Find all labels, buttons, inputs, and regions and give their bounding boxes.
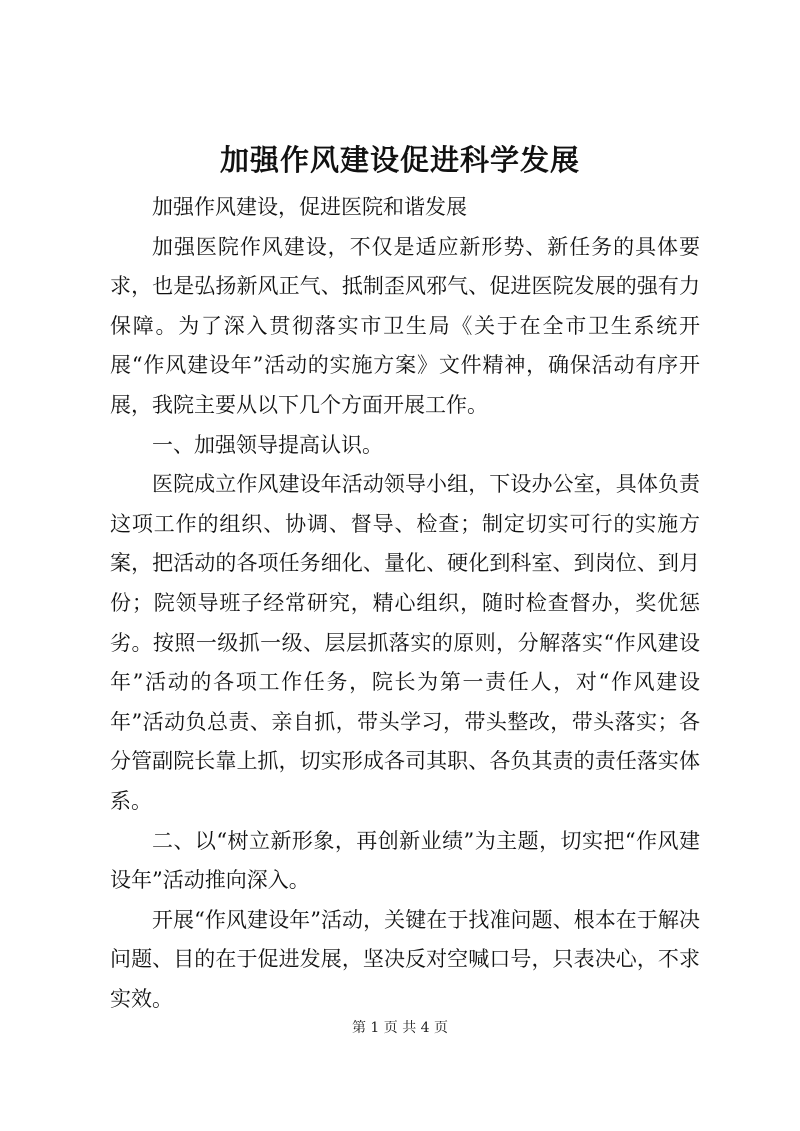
paragraph-subtitle: 加强作风建设，促进医院和谐发展 bbox=[152, 195, 467, 219]
document-body bbox=[110, 188, 700, 1019]
page-footer: 第 1 页 共 4 页 bbox=[351, 1020, 449, 1036]
paragraph-section-1: 医院成立作风建设年活动领导小组，下设办公室，具体负责这项工作的组织、协调、督导、检查；制定切实可行的实施方案，把活动的各项任务细化、量化、硬化到科室、到岗位、到月份；院领导班子经常研究，精心组织，随时检查督办，奖优惩劣。按照一级抓一级、层层抓落实的原则，分解落实“作风建设年”活动的各项工作任务，院长为第一责任人，对“作风建设年”活动负总责、亲自抓，带头学习，带头整改，带头落实；各分管副院长靠上抓，切实形成各司其职、各负其责的责任落实体系。 bbox=[110, 472, 700, 813]
paragraph-intro: 加强医院作风建设，不仅是适应新形势、新任务的具体要求，也是弘扬新风正气、抵制歪风邪气、促进医院发展的强有力保障。为了深入贯彻落实市卫生局《关于在全市卫生系统开展“作风建设年”活动的实施方案》文件精神，确保活动有序开展，我院主要从以下几个方面开展工作。 bbox=[110, 234, 700, 417]
paragraph-section-2: 开展“作风建设年”活动，关键在于找准问题、根本在于解决问题、目的在于促进发展，坚决反对空喊口号，只表决心，不求实效。 bbox=[110, 907, 700, 1011]
document-title: 加强作风建设促进科学发展 bbox=[219, 143, 580, 177]
section-heading-2: 二、以“树立新形象，再创新业绩”为主题，切实把“作风建设年”活动推向深入。 bbox=[110, 828, 700, 893]
section-heading-1: 一、加强领导提高认识。 bbox=[152, 432, 383, 457]
